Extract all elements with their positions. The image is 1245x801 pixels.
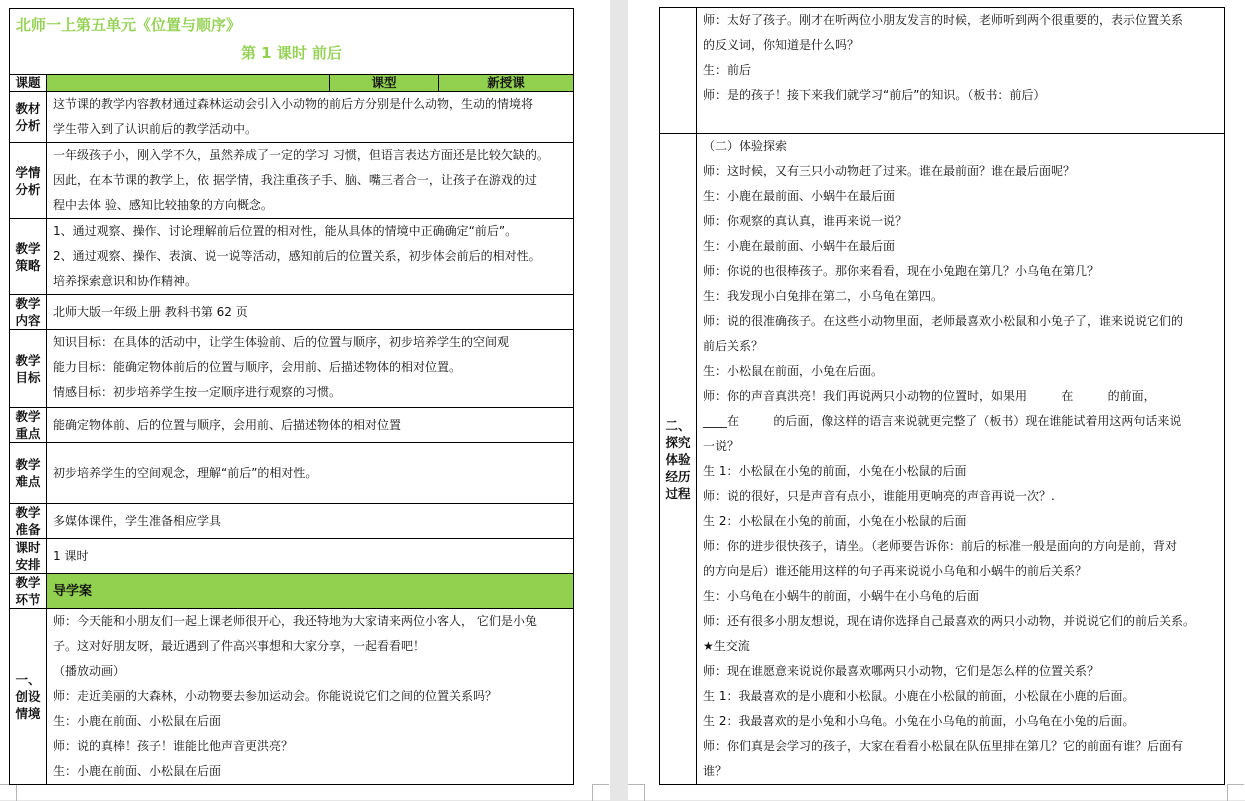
text-line: 生：前后: [703, 63, 752, 77]
row-label-anpai: 课时安排: [10, 539, 47, 574]
lesson-plan-table-continued: [659, 7, 1225, 785]
text-line: 的方向是后）谁还能用这样的句子再来说说小乌龟和小蜗牛的前后关系？: [703, 564, 1088, 578]
page-corner-mark: [1227, 784, 1244, 801]
row-content-jiaocai: [47, 92, 574, 143]
text-line: 师：你的声音真洪亮！我们再说两只小动物的位置时，如果用 在 的前面，: [703, 389, 1156, 403]
text-line: 师：你的进步很快孩子，请坐。（老师要告诉你：前后的标准一般是面向的方向是前，背对: [703, 539, 1178, 553]
row-content-neirong: [47, 295, 574, 330]
topic-value: [47, 75, 330, 92]
text-line: 师：还有很多小朋友想说，现在请你选择自己最喜欢的两只小动物，并说说它们的前后关系。: [703, 614, 1196, 628]
text-line: （播放动画）: [53, 664, 126, 678]
text-line: 多媒体课件，学生准备相应学具: [53, 513, 222, 528]
text-line: 初步培养学生的空间观念，理解“前后”的相对性。: [53, 465, 318, 480]
text-line: 生：小松鼠在前面，小兔在后面。: [703, 364, 884, 378]
text-line: 生：我发现小白兔排在第二，小乌龟在第四。: [703, 289, 944, 303]
row-label-mubiao: 教学目标: [10, 330, 47, 408]
text-line: ____在 的后面，像这样的语言来说就更完整了（板书）现在谁能试着用这两句话来说: [703, 414, 1182, 428]
text-line: 生 2：我最喜欢的是小兔和小乌龟。小兔在小乌龟的前面，小乌龟在小兔的后面。: [703, 714, 1135, 728]
text-line: 1 课时: [53, 548, 89, 563]
text-line: 一说？: [703, 439, 740, 453]
row-content-huanjie: 导学案: [47, 574, 574, 609]
document-title: 北师一上第五单元《位置与顺序》: [16, 16, 242, 34]
row-content-xueqing: [47, 143, 574, 219]
text-line: 因此，在本节课的教学上，依 据学情，我注重孩子手、脑、嘴三者合一，让孩子在游戏的过: [53, 173, 537, 187]
text-line: 这节课的教学内容教材通过森林运动会引入小动物的前后方分别是什么动物，生动的情境将: [53, 97, 534, 111]
text-line: 生 1：小松鼠在小兔的前面，小兔在小松鼠的后面: [703, 464, 967, 478]
text-line: 师：说的很准确孩子。在这些小动物里面，老师最喜欢小松鼠和小兔子了，谁来说说它们的: [703, 314, 1184, 328]
row-label-zhongdian: 教学重点: [10, 408, 47, 443]
row-content-anpai: [47, 539, 574, 574]
text-line: 情感目标：初步培养学生按一定顺序进行观察的习惯。: [53, 385, 342, 399]
section-label-tanjiu: 二、探究体验经历过程: [660, 134, 697, 785]
text-line: 师：现在谁愿意来说说你最喜欢哪两只小动物，它们是怎么样的位置关系？: [703, 664, 1100, 678]
text-line: 生 1：我最喜欢的是小鹿和小松鼠。小鹿在小松鼠的前面，小松鼠在小鹿的后面。: [703, 689, 1135, 703]
text-line: 1、通过观察、操作、讨论理解前后位置的相对性，能从具体的情境中正确确定“前后”。: [53, 224, 518, 238]
text-line: 2、通过观察、操作、表演、说一说等活动，感知前后的位置关系，初步体会前后的相对性。: [53, 249, 541, 263]
row-label-celue: 教学策略: [10, 219, 47, 295]
page-corner-mark: [592, 784, 609, 801]
text-line: 的反义词，你知道是什么吗？: [703, 38, 860, 52]
text-line: 师：是的孩子！接下来我们就学习“前后”的知识。（板书：前后）: [703, 88, 1046, 102]
text-line: 一年级孩子小，刚入学不久，虽然养成了一定的学习 习惯，但语言表达方面还是比较欠缺的。: [53, 148, 549, 162]
row-label-jiaocai: 教材分析: [10, 92, 47, 143]
text-line: 师：这时候，又有三只小动物赶了过来。谁在最前面？谁在最后面呢？: [703, 164, 1076, 178]
section-content-tanjiu: [697, 134, 1225, 785]
page-corner-mark: [0, 784, 17, 801]
text-line: 师：太好了孩子。刚才在听两位小朋友发言的时候，老师听到两个很重要的，表示位置关系: [703, 13, 1184, 27]
row-label-nandian: 教学难点: [10, 443, 47, 504]
title-cell: [10, 9, 574, 75]
topic-label: 课题: [10, 75, 47, 92]
row-label-neirong: 教学内容: [10, 295, 47, 330]
text-line: 生：小鹿在最前面、小蜗牛在最后面: [703, 189, 896, 203]
text-line: 能力目标：能确定物体前后的位置与顺序，会用前、后描述物体的相对位置。: [53, 360, 462, 374]
text-line: 程中去体 验、感知比较抽象的方向概念。: [53, 198, 273, 212]
text-line: 能确定物体前、后的位置与顺序，会用前、后描述物体的相对位置: [53, 417, 402, 432]
page-corner-mark: [628, 784, 645, 801]
row-content-nandian: [47, 443, 574, 504]
row-content-zhongdian: [47, 408, 574, 443]
row-content-zhunbei: [47, 504, 574, 539]
row-label-zhunbei: 教学准备: [10, 504, 47, 539]
text-line: 生：小乌龟在小蜗牛的前面，小蜗牛在小乌龟的后面: [703, 589, 980, 603]
text-line: 生：小鹿在前面、小松鼠在后面: [53, 714, 222, 728]
text-line: 师：走近美丽的大森林，小动物要去参加运动会。你能说说它们之间的位置关系吗？: [53, 689, 498, 703]
text-line: 师：你说的也很棒孩子。那你来看看，现在小兔跑在第几？小乌龟在第几？: [703, 264, 1100, 278]
text-line: （二）体验探索: [703, 139, 788, 153]
text-line: 培养探索意识和协作精神。: [53, 274, 198, 288]
lesson-subtitle: 第 1 课时 前后: [240, 44, 343, 62]
text-line: 师：说的很好，只是声音有点小，谁能用更响亮的声音再说一次？.: [703, 489, 1055, 503]
text-line: 师：说的真棒！孩子！谁能比他声音更洪亮？: [53, 739, 294, 753]
section-content-chuangshe: [47, 609, 574, 785]
text-line: 生：小鹿在前面、小松鼠在后面: [53, 764, 222, 778]
type-label: 课型: [330, 75, 439, 92]
continuation-content: [697, 8, 1225, 134]
text-line: 子。这对好朋友呀，最近遇到了件高兴事想和大家分享，一起看看吧！: [53, 639, 426, 653]
text-line: 师：今天能和小朋友们一起上课老师很开心，我还特地为大家请来两位小客人， 它们是小兔: [53, 614, 537, 628]
text-line: 学生带入到了认识前后的教学活动中。: [53, 122, 258, 136]
row-content-celue: [47, 219, 574, 295]
text-line: 知识目标：在具体的活动中，让学生体验前、后的位置与顺序，初步培养学生的空间观: [53, 335, 510, 349]
row-label-huanjie: 教学环节: [10, 574, 47, 609]
section-label-chuangshe: 一、创设情境: [10, 609, 47, 785]
row-label-xueqing: 学情分析: [10, 143, 47, 219]
text-line: 北师大版一年级上册 教科书第 62 页: [53, 304, 248, 319]
text-line: 谁？: [703, 764, 728, 778]
text-line: ★生交流: [703, 639, 750, 653]
text-line: 生：小鹿在最前面、小蜗牛在最后面: [703, 239, 896, 253]
text-line: 前后关系？: [703, 339, 764, 353]
text-line: 生 2：小松鼠在小兔的前面，小兔在小松鼠的后面: [703, 514, 967, 528]
text-line: 师：你观察的真认真，谁再来说一说？: [703, 214, 908, 228]
text-line: 师：你们真是会学习的孩子，大家在看看小松鼠在队伍里排在第几？它的前面有谁？后面有: [703, 739, 1184, 753]
type-value: 新授课: [439, 75, 574, 92]
continuation-label-cell: [660, 8, 697, 134]
row-content-mubiao: [47, 330, 574, 408]
lesson-plan-table: [9, 8, 574, 785]
